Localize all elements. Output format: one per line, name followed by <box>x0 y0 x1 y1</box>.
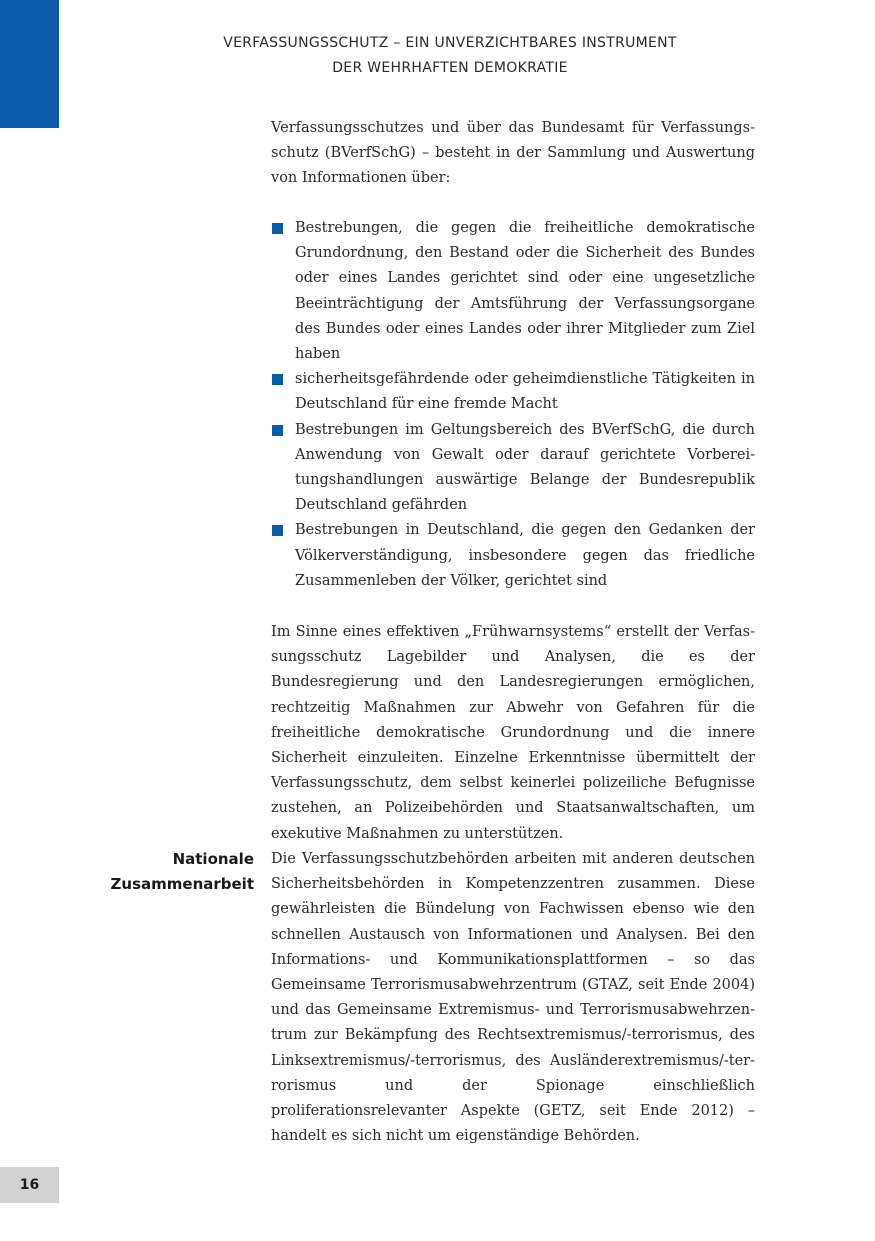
page-number: 16 <box>0 1167 59 1203</box>
list-item-text: Bestrebungen in Deutschland, die gegen den Gedanken der Völkerverständigung, insbesondere gegen das friedliche Zusammenleben der Völker, gerichtet sind <box>295 522 755 589</box>
corner-color-tab <box>0 0 59 128</box>
running-header-line-2: DER WEHRHAFTEN DEMOKRATIE <box>332 60 568 76</box>
section-side-heading-line-1: Nationale <box>172 850 254 868</box>
list-item <box>271 367 755 417</box>
list-item-text: Bestrebungen im Geltungsbereich des BVerfSchG, die durch Anwendung von Gewalt oder darauf gerichtete Vorbereitungshandlungen auswärtige Belange der Bundesrepublik Deutschland gefährden <box>295 421 755 514</box>
bullet-square-icon <box>272 525 283 536</box>
bullet-square-icon <box>272 425 283 436</box>
list-item <box>271 216 755 367</box>
running-header <box>170 31 730 81</box>
intro-paragraph: Verfassungsschutzes und über das Bundesamt für Verfassungsschutz (BVerfSchG) – besteht in der Sammlung und Auswertung von Informationen über: <box>271 120 755 187</box>
national-cooperation-paragraph: Die Verfassungsschutzbehörden arbeiten mit anderen deutschen Sicherheitsbehörden in Kompetenzzentren zusammen. Diese gewährleisten die Bündelung von Fachwissen ebenso wie den schnellen Austausch von Informationen und Analysen. Bei den Informations- und Kommunikationsplattformen – so das Gemeinsame Terrorismusabwehrzentrum (GTAZ, seit Ende 2004) und das Gemeinsame Extremismus- und Terrorismusabwehrzentrum zur Bekämpfung des Rechtsextremismus/-terrorismus, des Linksextremismus/-terrorismus, des Ausländerextremismus/-terrorismus und der Spionage einschließlich proliferationsrelevanter Aspekte (GETZ, seit Ende 2012) – handelt es sich nicht um eigenständige Behörden. <box>271 851 755 1145</box>
bullet-square-icon <box>272 223 283 234</box>
list-item-text: sicherheitsgefährdende oder geheimdienstliche Tätigkeiten in Deutschland für eine fremde Macht <box>295 371 755 413</box>
section-side-heading-line-2: Zusammenarbeit <box>110 875 254 894</box>
list-item <box>271 518 755 594</box>
list-item-text: Bestrebungen, die gegen die freiheitliche demokratische Grundordnung, den Bestand oder die Sicherheit des Bundes oder eines Landes gerichtet sind oder eine ungesetzliche Beeinträchtigung der Amtsführung der Verfassungsorgane des Bundes oder eines Landes oder ihrer Mitglieder zum Ziel haben <box>295 220 755 363</box>
list-item <box>271 418 755 519</box>
bullet-square-icon <box>272 374 283 385</box>
bullet-list <box>271 216 755 594</box>
section-side-heading <box>100 847 254 897</box>
running-header-line-1: VERFASSUNGSSCHUTZ – EIN UNVERZICHTBARES INSTRUMENT <box>223 35 677 51</box>
early-warning-paragraph: Im Sinne eines effektiven „Frühwarnsystems“ erstellt der Verfassungsschutz Lagebilder und Analysen, die es der Bundesregierung und den Landesregierungen ermöglichen, rechtzeitig Maßnahmen zur Abwehr von Gefahren für die freiheitliche demokratische Grundordnung und die innere Sicherheit einzuleiten. Einzelne Erkenntnisse übermittelt der Verfassungsschutz, dem selbst keinerlei polizeiliche Befugnisse zustehen, an Polizeibehörden und Staatsanwaltschaften, um exekutive Maßnahmen zu unterstützen. <box>271 624 755 842</box>
